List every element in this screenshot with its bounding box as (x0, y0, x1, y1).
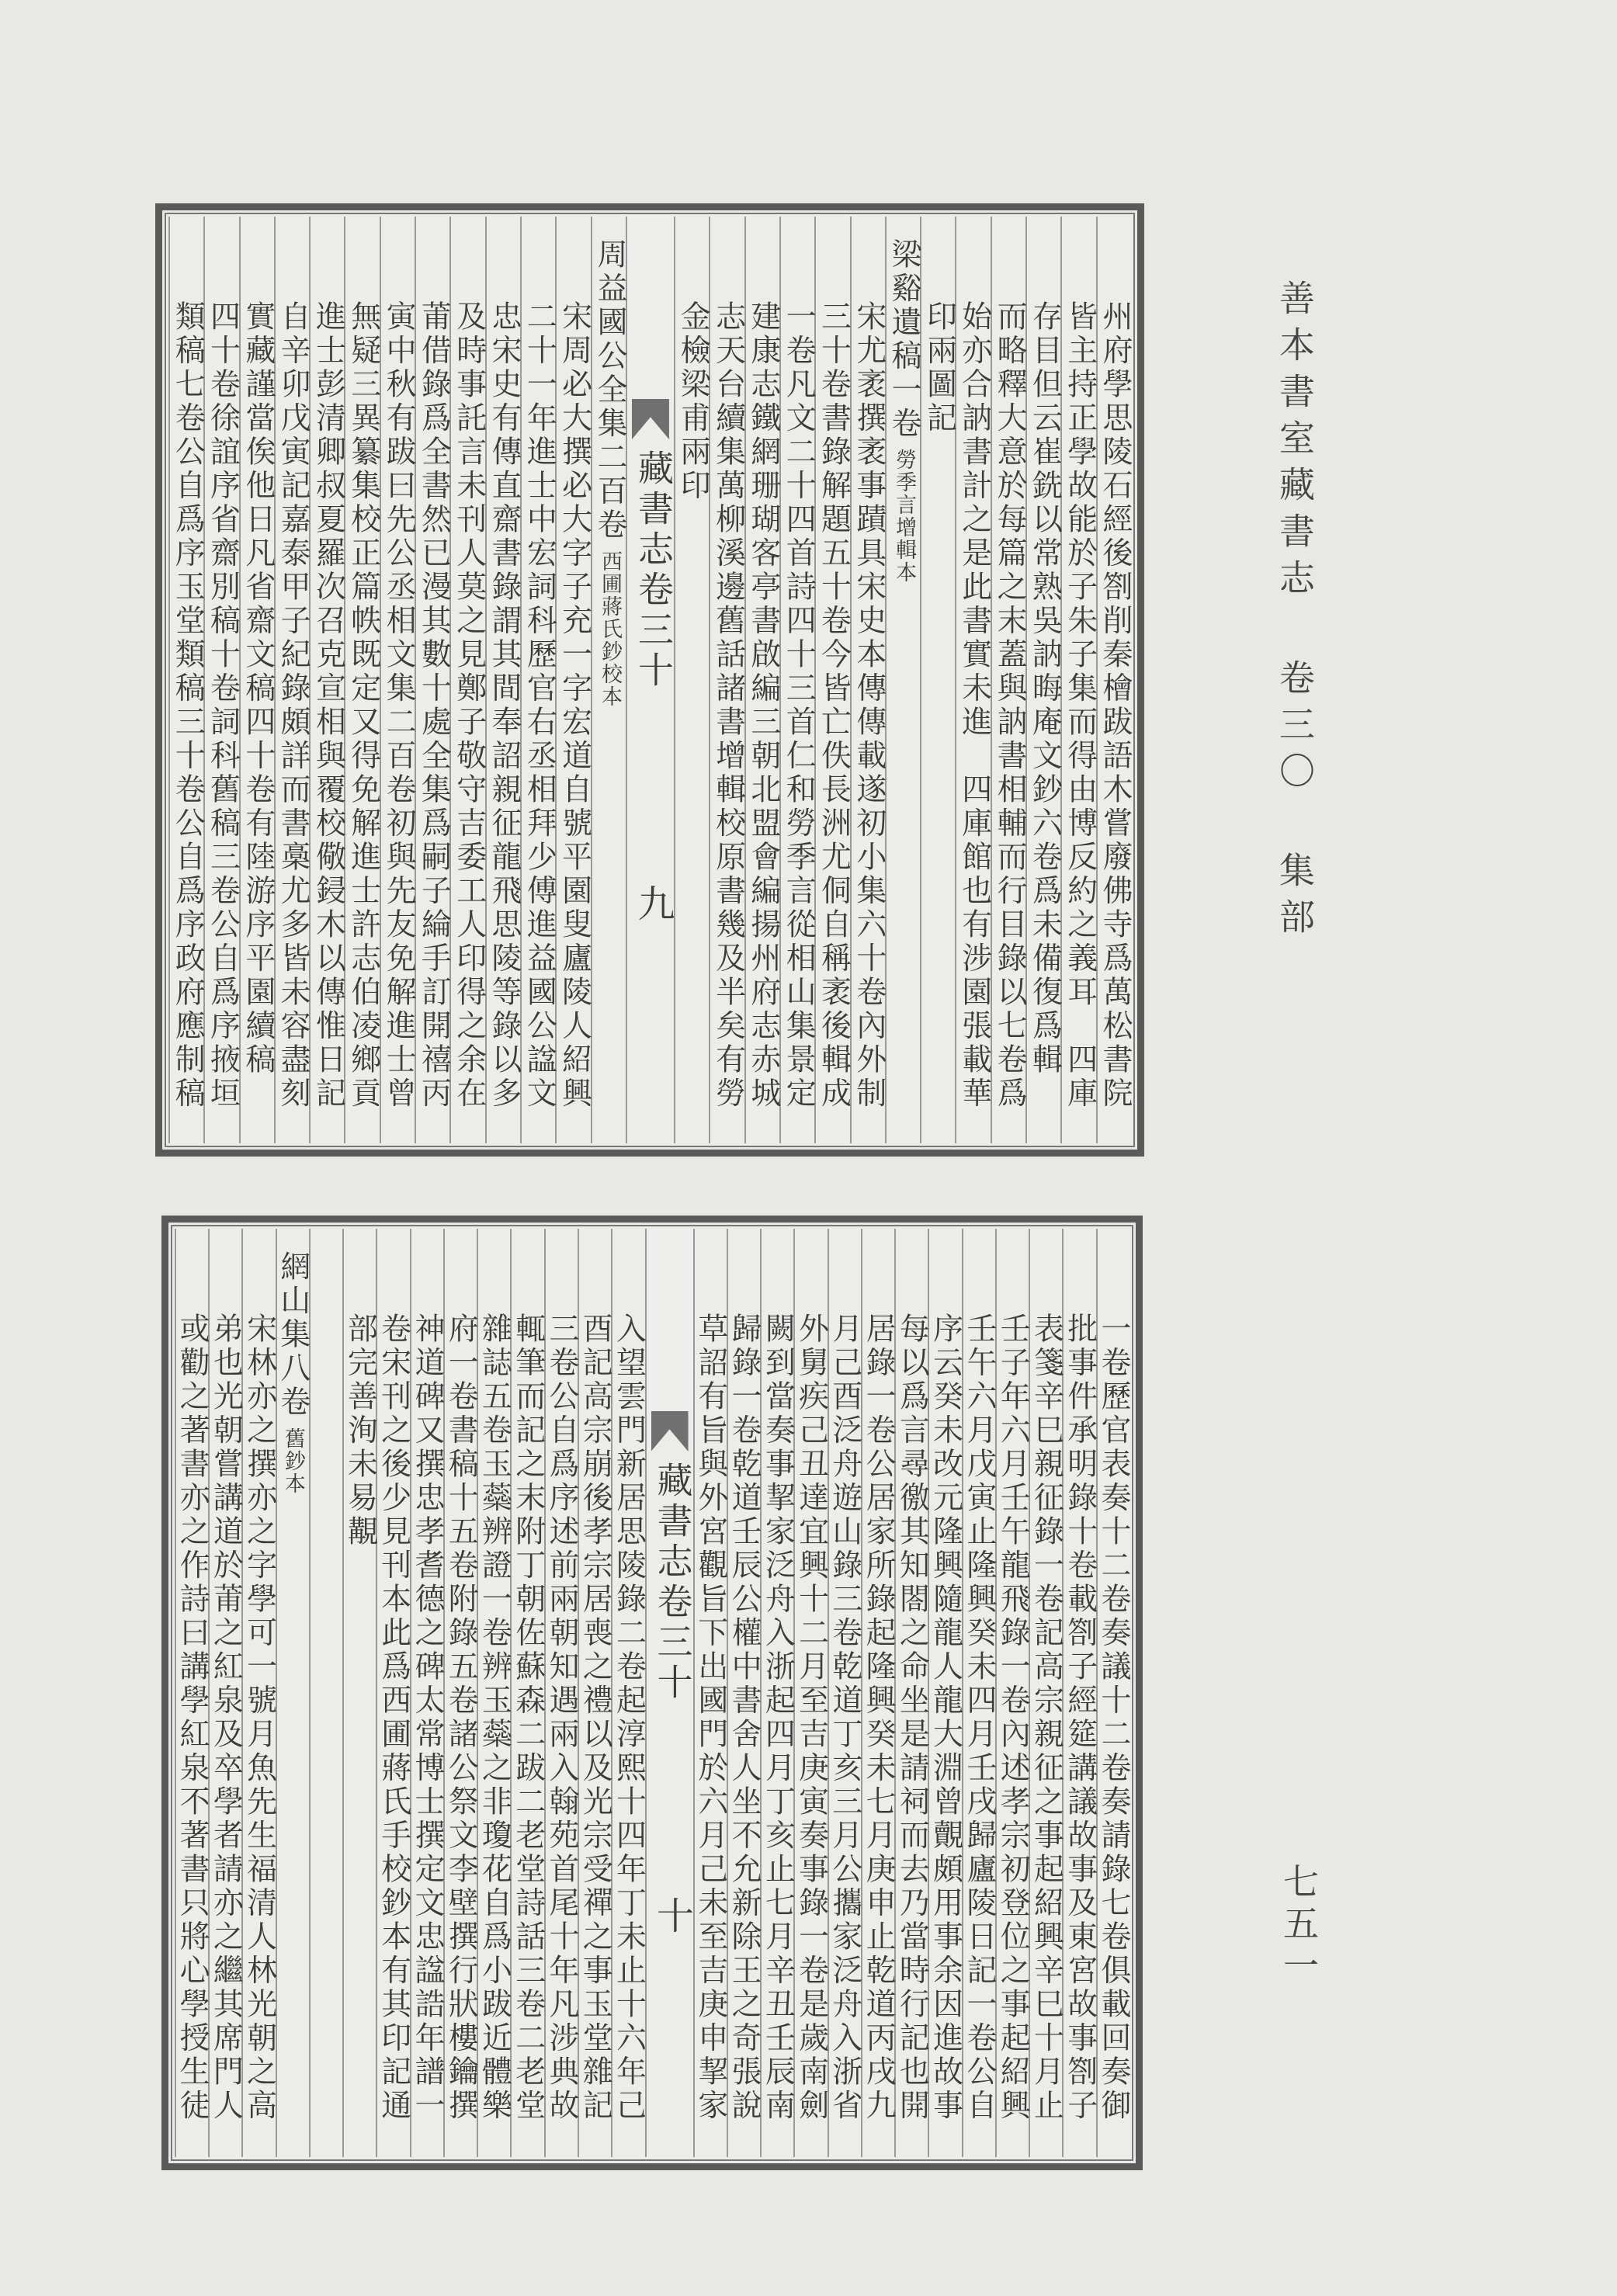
fold-title: 藏書志卷三十 (651, 1462, 694, 1704)
text-column (709, 217, 744, 1143)
column-text: 始亦合訥書計之是此書實未進 四庫館也有涉園張載華 (956, 300, 992, 1111)
text-column (793, 1229, 827, 2157)
column-text: 忠宋史有傳直齋書錄謂其間奉詔親征龍飛思陵等錄以多 (487, 300, 522, 1111)
column-text: 金檢梁甫兩印 (675, 300, 711, 503)
text-column (309, 1229, 342, 2157)
column-text: 一卷凡文二十四首詩四十三首仁和勞季言從相山集景定 (781, 300, 817, 1111)
column-text: 印兩圖記 (921, 300, 957, 435)
column-text: 志天台續集萬柳溪邊舊話諸書增輯校原書幾及半矣有勞 (710, 300, 746, 1111)
entry-title-column (591, 217, 626, 1143)
text-column (410, 1229, 443, 2157)
entry-title-column (885, 217, 920, 1143)
text-column (208, 1229, 244, 2157)
column-text: 類稿七卷公自爲序玉堂類稿三十卷公自爲序政府應制稿 (170, 300, 206, 1111)
column-text: 歸錄一卷乾道壬辰公權中書舍人坐不允新除王之奇張說 (727, 1313, 762, 2123)
text-column (920, 217, 955, 1143)
column-text: 草詔有旨與外宮觀旨下出國門於六月己未至吉庚申挈家 (692, 1313, 728, 2123)
lower-leaf-columns (175, 1229, 1129, 2157)
text-column (443, 1229, 477, 2157)
text-column (477, 1229, 510, 2157)
text-column (1096, 1229, 1129, 2157)
fold-band (627, 217, 674, 399)
text-column (928, 1229, 961, 2157)
fishtail-mark-icon (651, 1411, 689, 1451)
text-column (376, 1229, 409, 2157)
text-column (342, 1229, 376, 2157)
column-text: 雜誌五卷玉蘂辨證一卷辨玉蘂之非瓊花自爲小跋近體樂 (477, 1313, 512, 2123)
text-column (744, 217, 779, 1143)
section-label: 集部 (1274, 851, 1316, 945)
text-column (861, 1229, 897, 2157)
text-column (415, 217, 452, 1143)
text-column (995, 1229, 1029, 2157)
text-column (611, 1229, 647, 2157)
edition-note: 舊鈔本 (280, 1427, 305, 1495)
text-column (555, 217, 590, 1143)
text-column (578, 1229, 611, 2157)
text-column (344, 217, 379, 1143)
column-text: 居錄一卷公居家所錄起隆興癸未七月庚申止乾道丙戌九 (861, 1313, 897, 2123)
fishtail-mark-icon (632, 399, 669, 439)
edition-note: 西圃蔣氏鈔校本 (597, 550, 622, 708)
fold-title: 藏書志卷三十 (632, 449, 675, 692)
leaf-number: 十 (650, 1896, 694, 1937)
text-column (239, 217, 274, 1143)
upper-leaf-frame (155, 203, 1144, 1157)
column-text: 莆借錄爲全書然已漫其數十處全集爲嗣子綸手訂開禧丙 (416, 300, 452, 1111)
column-text: 實藏謹當俟他日凡省齋文稿四十卷有陸游序平園續稿 (240, 300, 276, 1077)
text-column (274, 217, 309, 1143)
column-text: 表箋辛巳親征錄一卷記高宗親征之事起紹興辛巳十月止 (1029, 1313, 1064, 2123)
upper-leaf-columns (168, 217, 1131, 1143)
text-column (693, 1229, 727, 2157)
book-title: 善本書室藏書志 (1274, 279, 1316, 605)
text-column (544, 1229, 578, 2157)
center-fold-column (626, 217, 674, 1143)
volume-label: 卷三〇 (1274, 658, 1316, 799)
text-column (520, 217, 555, 1143)
column-text: 進士彭清卿叔夏羅次召克宣相與覆校儆鋟木以傳惟日記 (311, 300, 346, 1111)
column-text: 三卷公自爲序述前兩朝知遇兩入翰苑首尾十年凡涉典故 (544, 1313, 580, 2123)
text-column (168, 217, 206, 1143)
edition-note: 勞季言增輯本 (892, 449, 917, 584)
column-text: 序云癸未改元隆興隨龍人龍大淵曾覿頗用事余因進故事 (928, 1313, 963, 2123)
text-column (955, 217, 990, 1143)
text-column (175, 1229, 208, 2157)
column-text: 酉記高宗崩後孝宗居喪之禮以及光宗受禪之事玉堂雜記 (578, 1313, 613, 2123)
text-column (674, 217, 709, 1143)
column-text: 卷宋刊之後少見刊本此爲西圃蔣氏手校鈔本有其印記通 (376, 1313, 411, 2123)
text-column (241, 1229, 275, 2157)
column-text: 無疑三異纂集校正篇帙既定又得免解進士許志伯凌鄉貢 (345, 300, 381, 1111)
column-text: 壬子年六月壬午龍飛錄一卷內述孝宗初登位之事起紹興 (995, 1313, 1031, 2123)
text-column (1025, 217, 1063, 1143)
page-number: 七五一 (1278, 1863, 1320, 1989)
text-column (485, 217, 520, 1143)
text-column (991, 217, 1028, 1143)
column-text: 及時事託言未刊人莫之見鄭子敬守吉委工人印得之余在 (451, 300, 487, 1111)
column-text: 寅中秋有跋曰先公丞相文集二百卷初與先友免解進士曾 (381, 300, 417, 1111)
text-column (727, 1229, 760, 2157)
column-text: 弟也光朝嘗講道於莆之紅泉及卒學者請亦之繼其席門人 (208, 1313, 244, 2123)
text-column (894, 1229, 928, 2157)
column-text: 皆主持正學故能於子朱子集而得由博反約之義耳 四庫 (1062, 300, 1098, 1111)
column-text: 府一卷書稿十五卷附錄五卷諸公祭文李壁撰行狀樓鑰撰 (443, 1313, 479, 2123)
column-text: 建康志鐵網珊瑚客亭書啟編三朝北盟會編揚州府志赤城 (745, 300, 781, 1111)
column-text: 壬午六月戊寅止隆興癸未四月壬戌歸廬陵日記一卷公自 (961, 1313, 997, 2123)
column-text: 或勸之著書亦之作詩曰講學紅泉不著書只將心學授生徒 (175, 1313, 210, 2123)
column-text: 輒筆而記之末附丁朝佐蘇森二跋二老堂詩話三卷二老堂 (510, 1313, 546, 2123)
text-column (1062, 1229, 1098, 2157)
column-text: 一卷歷官表奏十二卷奏議十二卷奏請錄七卷俱載回奏御 (1096, 1313, 1131, 2123)
text-column (828, 1229, 861, 2157)
entry-title-column (276, 1229, 309, 2157)
column-text: 四十卷徐誼序省齋別稿十卷詞科舊稿三卷公自爲序掖垣 (205, 300, 241, 1111)
column-text: 州府學思陵石經後劄削秦檜跋語木嘗廢佛寺爲萬松書院 (1098, 300, 1133, 1111)
column-text: 而略釋大意於每篇之末蓋與訥書相輔而行目錄以七卷爲 (992, 300, 1028, 1111)
text-column (814, 217, 852, 1143)
fold-band (647, 1229, 693, 1411)
column-text: 宋林亦之撰亦之字學可一號月魚先生福清人林光朝之高 (241, 1313, 277, 2123)
text-column (510, 1229, 546, 2157)
text-column (850, 217, 885, 1143)
text-column (449, 217, 487, 1143)
column-text: 闕到當奏事挈家泛舟入浙起四月丁亥止七月辛丑壬辰南 (760, 1313, 796, 2123)
column-text: 二十一年進士中宏詞科歷官右丞相拜少傅進益國公諡文 (522, 300, 557, 1111)
center-fold-column (645, 1229, 693, 2157)
column-text: 批事件承明錄十卷載劄子經筵講議故事及東宮故事劄子 (1062, 1313, 1098, 2123)
text-column (962, 1229, 995, 2157)
entry-title: 周益國公全集二百卷 (592, 238, 627, 543)
text-column (203, 217, 241, 1143)
column-text: 外舅疾己丑達宜興十二月至吉庚寅奏事錄一卷是歲南劍 (793, 1313, 829, 2123)
leaf-number: 九 (630, 884, 675, 925)
lower-leaf-frame (161, 1216, 1143, 2170)
column-text: 自辛卯戊寅記嘉泰甲子紀錄頗詳而書槀尤多皆未容盡刻 (276, 300, 311, 1111)
running-head (1273, 279, 1317, 945)
column-text: 三十卷書錄解題五十卷今皆亡佚長洲尤侗自稱袤後輯成 (816, 300, 852, 1111)
column-text: 部完善洵未易覯 (342, 1313, 378, 1549)
column-text: 月己酉泛舟遊山錄三卷乾道丁亥三月公攜家泛舟入浙省 (827, 1313, 862, 2123)
column-text: 存目但云崔銑以常熟吳訥晦庵文鈔六卷爲未備復爲輯 (1027, 300, 1063, 1077)
text-column (380, 217, 415, 1143)
text-column (1060, 217, 1098, 1143)
text-column (1029, 1229, 1062, 2157)
column-text: 神道碑又撰忠孝耆德之碑太常博士撰定文忠諡誥年譜一 (409, 1313, 445, 2123)
column-text: 宋周必大撰必大字子充一字宏道自號平園叟廬陵人紹興 (557, 300, 592, 1111)
entry-title: 網山集八卷 (275, 1250, 311, 1420)
text-column (1096, 217, 1131, 1143)
column-text: 每以爲言尋徼其知閤之命坐是請祠而去乃當時行記也開 (894, 1313, 930, 2123)
column-text: 入望雲門新居思陵錄二卷起淳熙十四年丁未止十六年己 (611, 1313, 647, 2123)
text-column (309, 217, 344, 1143)
entry-title: 梁谿遺稿一卷 (887, 238, 922, 441)
text-column (760, 1229, 796, 2157)
column-text: 宋尤袤撰袤事蹟具宋史本傳傳載遂初小集六十卷內外制 (851, 300, 887, 1111)
text-column (779, 217, 817, 1143)
